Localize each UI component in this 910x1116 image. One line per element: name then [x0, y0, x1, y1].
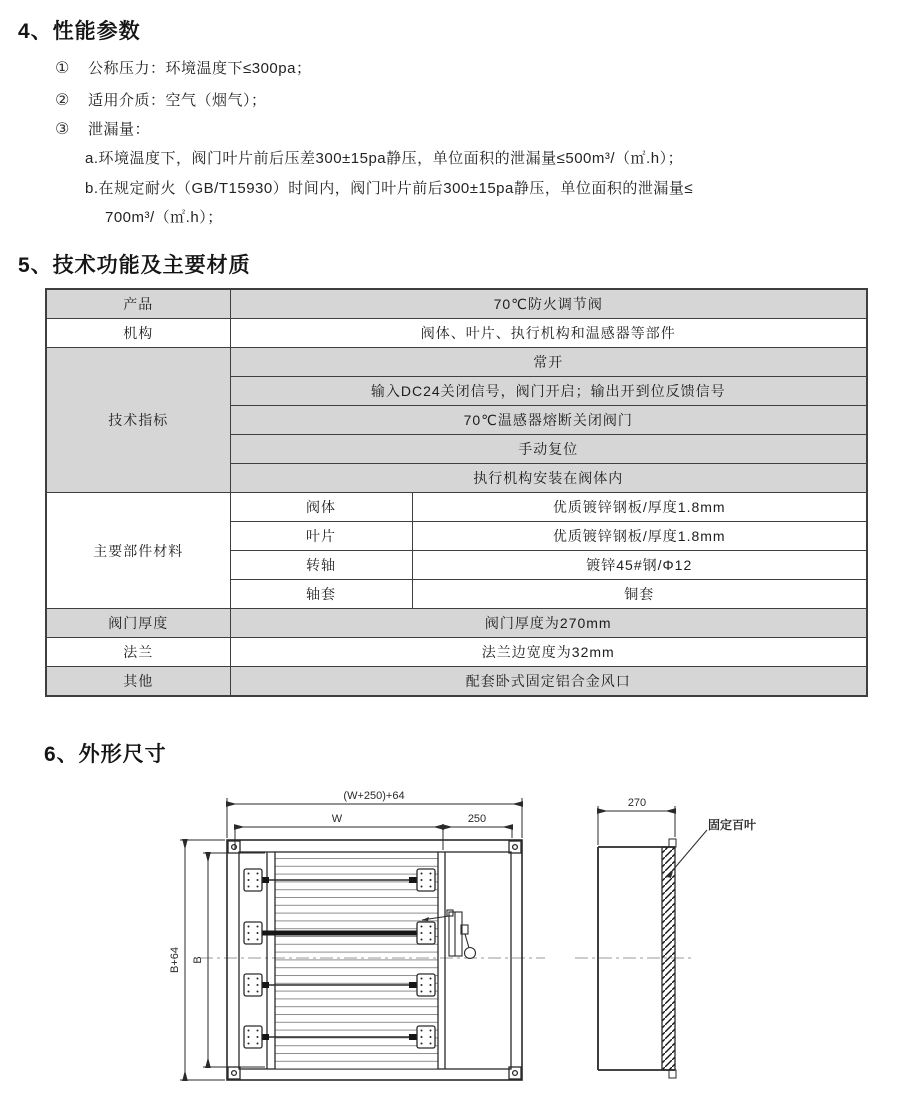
- table-row: [46, 609, 867, 638]
- table-row: [46, 289, 867, 319]
- dim-250-label: 250: [467, 813, 487, 825]
- material-spec-cell: 优质镀锌钢板/厚度1.8mm: [412, 493, 867, 522]
- material-part-cell: 阀体: [230, 493, 412, 522]
- note-b-continued: 700m³/（㎡.h）；: [105, 209, 223, 226]
- material-spec-cell: 镀锌45#钢/Φ12: [412, 551, 867, 580]
- flange-label-cell: 法兰: [46, 638, 230, 667]
- fixed-louver-label: 固定百叶: [708, 818, 757, 832]
- note-b: b.在规定耐火（GB/T15930）时间内，阀门叶片前后300±15pa静压，单位面积的泄漏量≤: [85, 180, 694, 197]
- tech-item-cell: 常开: [230, 348, 867, 377]
- list-item-3-text: 泄漏量：: [88, 121, 151, 138]
- fixed-louver-strip: [662, 847, 675, 1070]
- mechanism-value-cell: 阀体、叶片、执行机构和温感器等部件: [230, 319, 867, 348]
- other-label-cell: 其他: [46, 667, 230, 697]
- other-value-cell: 配套卧式固定铝合金风口: [230, 667, 867, 697]
- thickness-value-cell: 阀门厚度为270mm: [230, 609, 867, 638]
- thickness-label-cell: 阀门厚度: [46, 609, 230, 638]
- list-item-1-number: ①: [55, 60, 70, 77]
- dim-270-label: 270: [627, 797, 647, 809]
- dim-w-label: W: [331, 813, 343, 825]
- front-view: [200, 840, 545, 1080]
- table-row: [46, 638, 867, 667]
- product-value-cell: 70℃防火调节阀: [230, 289, 867, 319]
- table-row: [46, 319, 867, 348]
- list-item-2: [55, 89, 267, 110]
- list-item-2-text: 适用介质：空气（烟气）；: [88, 92, 267, 109]
- list-item-3: [55, 118, 150, 139]
- list-item-3-number: ③: [55, 121, 70, 138]
- dimension-drawing: [140, 780, 800, 1110]
- material-spec-cell: 铜套: [412, 580, 867, 609]
- product-label-cell: 产品: [46, 289, 230, 319]
- dim-b-label: B: [192, 956, 204, 964]
- note-a: a.环境温度下，阀门叶片前后压差300±15pa静压，单位面积的泄漏量≤500m³/（㎡.h）；: [85, 150, 684, 167]
- material-part-cell: 轴套: [230, 580, 412, 609]
- flange-value-cell: 法兰边宽度为32mm: [230, 638, 867, 667]
- section5-heading: 5、技术功能及主要材质: [18, 254, 251, 277]
- material-part-cell: 叶片: [230, 522, 412, 551]
- side-view-dimensions: [598, 806, 707, 878]
- materials-label-cell: 主要部件材料: [46, 493, 230, 609]
- spec-table: [45, 288, 868, 697]
- list-item-2-number: ②: [55, 92, 70, 109]
- table-row: [46, 493, 867, 522]
- list-item-1: [55, 57, 311, 78]
- tech-item-cell: 手动复位: [230, 435, 867, 464]
- table-row: [46, 667, 867, 697]
- side-view: [575, 839, 695, 1078]
- tech-item-cell: 70℃温感器熔断关闭阀门: [230, 406, 867, 435]
- dim-b64-label: B+64: [169, 947, 181, 973]
- material-part-cell: 转轴: [230, 551, 412, 580]
- dim-overall-width-label: (W+250)+64: [343, 790, 405, 802]
- tech-item-cell: 执行机构安装在阀体内: [230, 464, 867, 493]
- material-spec-cell: 优质镀锌钢板/厚度1.8mm: [412, 522, 867, 551]
- tech-label-cell: 技术指标: [46, 348, 230, 493]
- section6-heading: 6、外形尺寸: [44, 743, 167, 766]
- section4-heading: 4、性能参数: [18, 20, 141, 43]
- tech-item-cell: 输入DC24关闭信号，阀门开启；输出开到位反馈信号: [230, 377, 867, 406]
- list-item-1-text: 公称压力：环境温度下≤300pa；: [88, 60, 312, 77]
- table-row: [46, 348, 867, 377]
- mechanism-label-cell: 机构: [46, 319, 230, 348]
